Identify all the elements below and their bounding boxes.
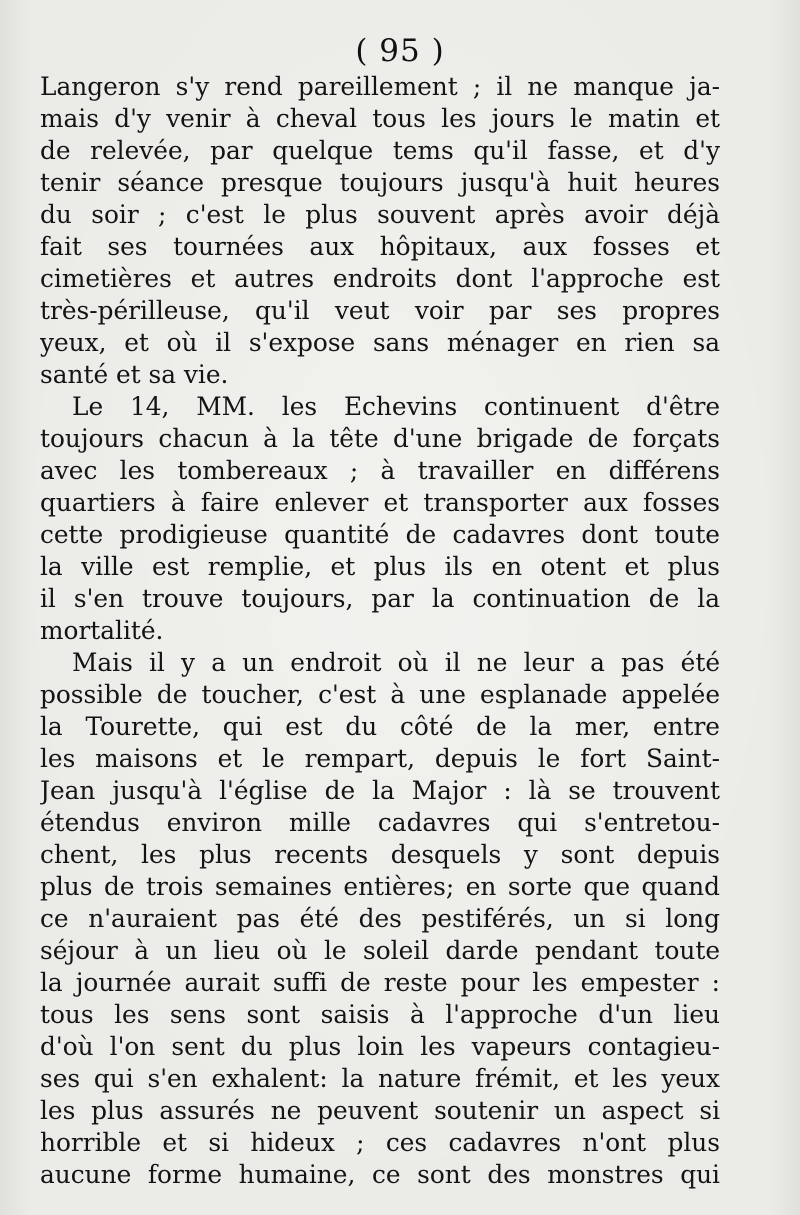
text-line: les plus assurés ne peuvent soutenir un aspect si <box>40 1096 720 1125</box>
text-line: Langeron s'y rend pareillement ; il ne manque ja- <box>40 72 720 101</box>
text-line: de relevée, par quelque tems qu'il fasse, et d'y <box>40 136 720 165</box>
text-line: tous les sens sont saisis à l'approche d'un lieu <box>40 1000 720 1029</box>
text-line: d'où l'on sent du plus loin les vapeurs contagieu- <box>40 1032 720 1061</box>
text-line: ses qui s'en exhalent: la nature frémit, et les yeux <box>40 1064 720 1093</box>
text-line: la ville est remplie, et plus ils en otent et plus <box>40 552 720 581</box>
text-line: toujours chacun à la tête d'une brigade de forçats <box>40 424 720 453</box>
text-line: quartiers à faire enlever et transporter aux fosses <box>40 488 720 517</box>
text-line: santé et sa vie. <box>40 360 229 389</box>
text-line: mortalité. <box>40 616 164 645</box>
text-line: les maisons et le rempart, depuis le fort Saint- <box>40 744 720 773</box>
text-line: du soir ; c'est le plus souvent après avoir déjà <box>40 200 720 229</box>
text-line: avec les tombereaux ; à travailler en différens <box>40 456 720 485</box>
text-line: horrible et si hideux ; ces cadavres n'ont plus <box>40 1128 720 1157</box>
text-line: aucune forme humaine, ce sont des monstres qui <box>40 1160 720 1189</box>
text-line: très-périlleuse, qu'il veut voir par ses propres <box>40 296 720 325</box>
text-line: chent, les plus recents desquels y sont depuis <box>40 840 720 869</box>
text-line: cimetières et autres endroits dont l'approche est <box>40 264 720 293</box>
text-line: séjour à un lieu où le soleil darde pendant toute <box>40 936 720 965</box>
text-line: il s'en trouve toujours, par la continuation de la <box>40 584 720 613</box>
text-line: cette prodigieuse quantité de cadavres dont toute <box>40 520 720 549</box>
text-line: possible de toucher, c'est à une esplanade appelée <box>40 680 720 709</box>
text-line: Mais il y a un endroit où il ne leur a pas été <box>72 648 720 677</box>
text-line: yeux, et où il s'expose sans ménager en rien sa <box>40 328 720 357</box>
text-line: fait ses tournées aux hôpitaux, aux fosses et <box>40 232 720 261</box>
page-number: ( 95 ) <box>355 33 445 69</box>
text-line: tenir séance presque toujours jusqu'à huit heures <box>40 168 720 197</box>
text-line: mais d'y venir à cheval tous les jours le matin et <box>40 104 720 133</box>
text-line: Le 14, MM. les Echevins continuent d'être <box>72 392 720 421</box>
text-line: Jean jusqu'à l'église de la Major : là se trouvent <box>40 776 720 805</box>
text-line: la Tourette, qui est du côté de la mer, entre <box>40 712 720 741</box>
text-line: étendus environ mille cadavres qui s'entretou- <box>40 808 720 837</box>
text-line: plus de trois semaines entières; en sorte que quand <box>40 872 720 901</box>
text-line: la journée aurait suffi de reste pour les empester : <box>40 968 720 997</box>
body-text <box>40 71 720 1191</box>
text-line: ce n'auraient pas été des pestiférés, un si long <box>40 904 720 933</box>
